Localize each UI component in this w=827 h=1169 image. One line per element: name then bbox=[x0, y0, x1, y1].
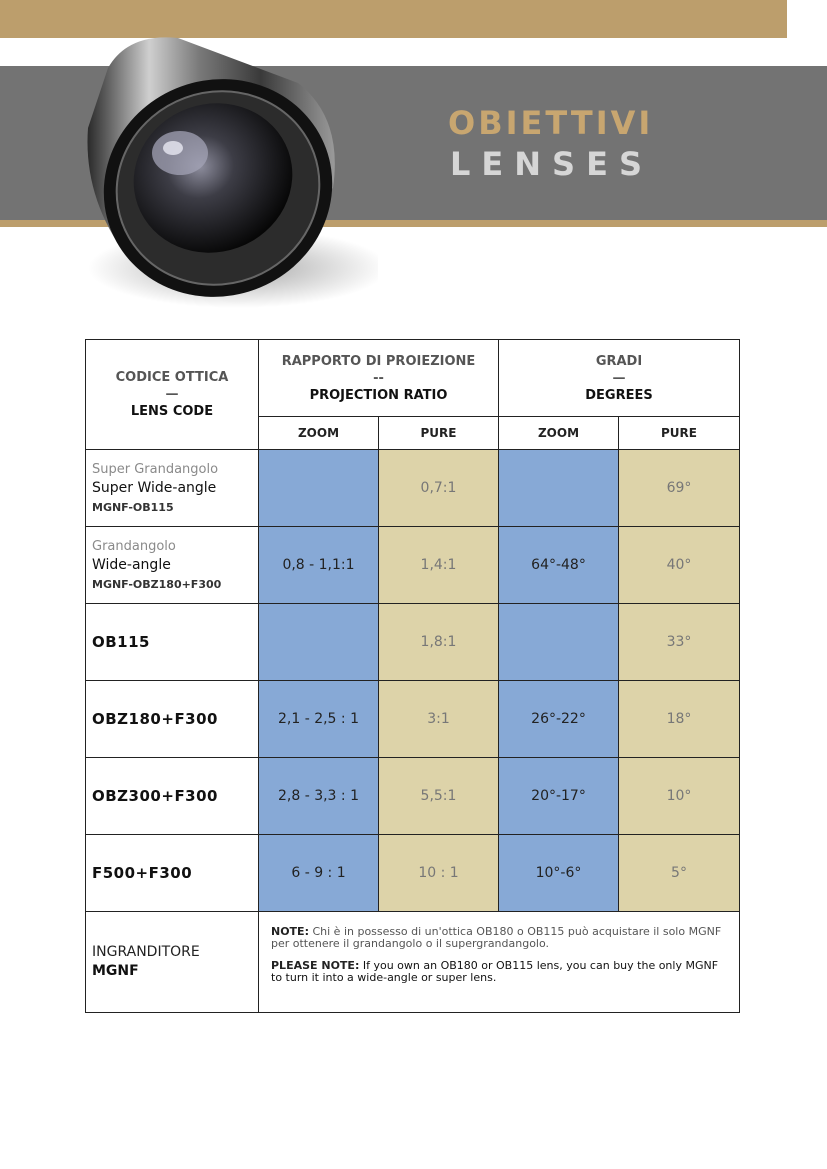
ratio-zoom-cell: 0,8 - 1,1:1 bbox=[259, 527, 379, 604]
degrees-zoom-cell bbox=[499, 450, 619, 527]
degrees-pure-cell: 18° bbox=[619, 681, 740, 758]
ratio-zoom-cell bbox=[259, 450, 379, 527]
mgnf-note-cell bbox=[259, 912, 740, 1013]
ratio-pure-cell: 1,8:1 bbox=[379, 604, 499, 681]
mgnf-label: INGRANDITORE bbox=[92, 944, 200, 960]
subheader-degrees-pure: PURE bbox=[619, 417, 740, 450]
degrees-zoom-cell: 20°-17° bbox=[499, 758, 619, 835]
header-lens-code-it: CODICE OTTICA bbox=[115, 370, 229, 385]
header-ratio-it: RAPPORTO DI PROIEZIONE bbox=[281, 353, 476, 369]
header-degrees-it: GRADI bbox=[595, 353, 643, 369]
ratio-pure-cell: 1,4:1 bbox=[379, 527, 499, 604]
lens-code-cell bbox=[86, 835, 259, 912]
table-row bbox=[86, 681, 740, 758]
ratio-zoom-cell: 2,1 - 2,5 : 1 bbox=[259, 681, 379, 758]
ratio-pure-cell: 5,5:1 bbox=[379, 758, 499, 835]
ratio-pure-cell: 3:1 bbox=[379, 681, 499, 758]
header-lens-code bbox=[86, 340, 259, 450]
header-ratio-dash: -- bbox=[373, 370, 384, 386]
note-english-head: PLEASE NOTE: bbox=[271, 959, 360, 972]
lens-code: OBZ180+F300 bbox=[92, 710, 218, 728]
ratio-zoom-cell bbox=[259, 604, 379, 681]
mgnf-row bbox=[86, 912, 740, 1013]
subheader-ratio-pure: PURE bbox=[379, 417, 499, 450]
degrees-pure-cell: 5° bbox=[619, 835, 740, 912]
title-italian: OBIETTIVI bbox=[448, 104, 654, 142]
degrees-pure-cell: 10° bbox=[619, 758, 740, 835]
lens-code: MGNF-OBZ180+F300 bbox=[92, 577, 222, 591]
header-degrees bbox=[499, 340, 740, 417]
lens-name-it: Super Grandangolo bbox=[92, 461, 219, 477]
ratio-zoom-cell: 6 - 9 : 1 bbox=[259, 835, 379, 912]
lens-name-it: Grandangolo bbox=[92, 538, 176, 554]
degrees-zoom-cell bbox=[499, 604, 619, 681]
note-italian-text: Chi è in possesso di un'ottica OB180 o OB115 può acquistare il solo MGNF per ottenere il grandangolo o il supergrandangolo. bbox=[271, 925, 722, 950]
table-row bbox=[86, 835, 740, 912]
header-degrees-dash: — bbox=[612, 370, 626, 386]
header-projection-ratio bbox=[259, 340, 499, 417]
ratio-zoom-cell: 2,8 - 3,3 : 1 bbox=[259, 758, 379, 835]
ratio-pure-cell: 10 : 1 bbox=[379, 835, 499, 912]
title-english: LENSES bbox=[450, 145, 653, 183]
lens-code-cell bbox=[86, 604, 259, 681]
table-row bbox=[86, 604, 740, 681]
header-ratio-en: PROJECTION RATIO bbox=[309, 387, 448, 403]
degrees-zoom-cell: 64°-48° bbox=[499, 527, 619, 604]
degrees-zoom-cell: 26°-22° bbox=[499, 681, 619, 758]
lens-photo bbox=[68, 28, 378, 318]
lens-code-cell bbox=[86, 681, 259, 758]
degrees-pure-cell: 33° bbox=[619, 604, 740, 681]
ratio-pure-cell: 0,7:1 bbox=[379, 450, 499, 527]
note-english-text: If you own an OB180 or OB115 lens, you can buy the only MGNF to turn it into a wide-angle or super lens. bbox=[271, 959, 719, 984]
degrees-zoom-cell: 10°-6° bbox=[499, 835, 619, 912]
degrees-pure-cell: 40° bbox=[619, 527, 740, 604]
mgnf-code-cell bbox=[86, 912, 259, 1013]
header-lens-code-en: LENS CODE bbox=[130, 404, 214, 419]
lens-code: MGNF-OB115 bbox=[92, 500, 174, 514]
lens-code-cell bbox=[86, 450, 259, 527]
note-italian-head: NOTE: bbox=[271, 925, 309, 938]
lens-code: OB115 bbox=[92, 633, 150, 651]
table-row bbox=[86, 450, 740, 527]
note-italian bbox=[271, 926, 727, 950]
lens-name-en: Super Wide-angle bbox=[92, 479, 217, 496]
header-degrees-en: DEGREES bbox=[585, 387, 653, 403]
mgnf-code: MGNF bbox=[92, 963, 139, 979]
subheader-ratio-zoom: ZOOM bbox=[259, 417, 379, 450]
table-row bbox=[86, 527, 740, 604]
subheader-degrees-zoom: ZOOM bbox=[499, 417, 619, 450]
note-english bbox=[271, 960, 727, 984]
lens-code: OBZ300+F300 bbox=[92, 787, 218, 805]
header-lens-code-dash: — bbox=[165, 387, 179, 402]
degrees-pure-cell: 69° bbox=[619, 450, 740, 527]
lens-code-cell bbox=[86, 758, 259, 835]
lens-table bbox=[85, 339, 740, 1013]
lens-name-en: Wide-angle bbox=[92, 556, 171, 573]
lens-code-cell bbox=[86, 527, 259, 604]
lens-code: F500+F300 bbox=[92, 864, 193, 882]
table-row bbox=[86, 758, 740, 835]
